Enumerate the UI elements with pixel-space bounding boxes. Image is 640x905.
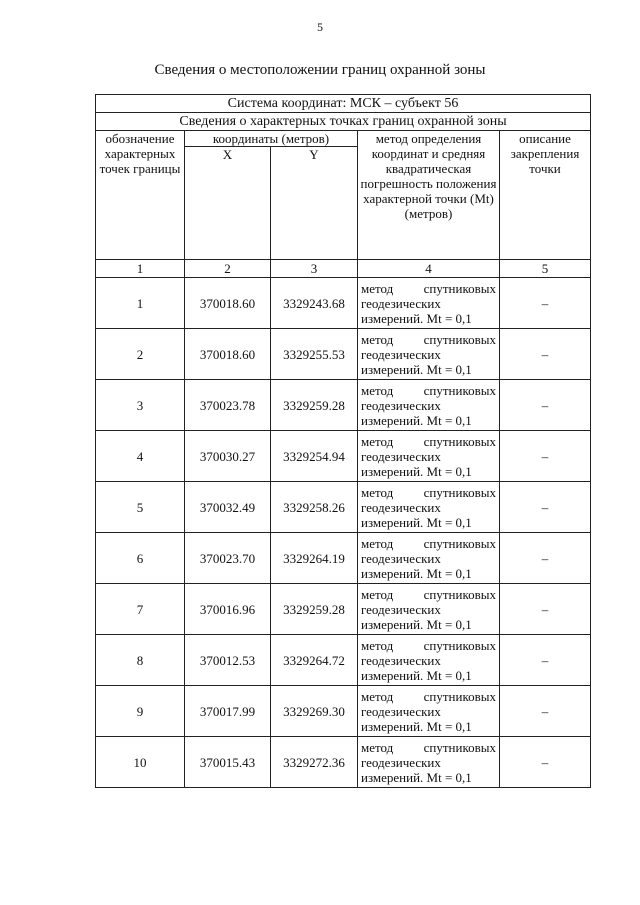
method-line: метод спутниковых	[361, 535, 496, 551]
method-cell	[358, 380, 500, 431]
y-coordinate-cell: 3329269.30	[271, 686, 358, 737]
column-number: 4	[358, 260, 500, 278]
y-coordinate-cell: 3329264.72	[271, 635, 358, 686]
column-number-row	[96, 260, 591, 278]
description-cell: –	[500, 431, 591, 482]
description-cell: –	[500, 686, 591, 737]
boundary-points-table	[95, 94, 591, 788]
method-line: метод спутниковых	[361, 382, 496, 398]
method-cell	[358, 533, 500, 584]
method-line: метод спутниковых	[361, 433, 496, 449]
description-cell: –	[500, 329, 591, 380]
point-number-cell: 5	[96, 482, 185, 533]
point-number-cell: 8	[96, 635, 185, 686]
method-cell	[358, 737, 500, 788]
method-line: метод спутниковых	[361, 637, 496, 653]
x-coordinate-cell: 370016.96	[185, 584, 271, 635]
table-row	[96, 431, 591, 482]
header-coordinates: координаты (метров)	[185, 131, 358, 147]
column-number: 2	[185, 260, 271, 278]
method-line: метод спутниковых	[361, 484, 496, 500]
description-cell: –	[500, 584, 591, 635]
method-line: измерений. Mt = 0,1	[361, 361, 472, 377]
x-coordinate-cell: 370018.60	[185, 278, 271, 329]
x-coordinate-cell: 370032.49	[185, 482, 271, 533]
y-coordinate-cell: 3329259.28	[271, 380, 358, 431]
description-cell: –	[500, 737, 591, 788]
method-line: измерений. Mt = 0,1	[361, 514, 472, 530]
table-row	[96, 533, 591, 584]
coordinate-system-row	[96, 95, 591, 113]
section-title-row	[96, 113, 591, 131]
y-coordinate-cell: 3329258.26	[271, 482, 358, 533]
y-coordinate-cell: 3329272.36	[271, 737, 358, 788]
header-method: метод определения координат и средняя квадратическая погрешность положения характерной точки (Mt) (метров)	[358, 131, 500, 260]
method-line: измерений. Mt = 0,1	[361, 565, 472, 581]
x-coordinate-cell: 370012.53	[185, 635, 271, 686]
method-line: метод спутниковых	[361, 331, 496, 347]
method-line: геодезических	[361, 346, 441, 362]
point-number-cell: 10	[96, 737, 185, 788]
table-row	[96, 278, 591, 329]
table-row	[96, 635, 591, 686]
document-title: Сведения о местоположении границ охранной зоны	[154, 62, 486, 78]
section-title-cell: Сведения о характерных точках границ охранной зоны	[96, 113, 591, 131]
column-number: 5	[500, 260, 591, 278]
method-line: метод спутниковых	[361, 280, 496, 296]
description-cell: –	[500, 380, 591, 431]
y-coordinate-cell: 3329255.53	[271, 329, 358, 380]
header-y: Y	[271, 147, 358, 260]
x-coordinate-cell: 370018.60	[185, 329, 271, 380]
method-line: измерений. Mt = 0,1	[361, 463, 472, 479]
description-cell: –	[500, 635, 591, 686]
table-row	[96, 380, 591, 431]
header-x: X	[185, 147, 271, 260]
method-line: геодезических	[361, 397, 441, 413]
y-coordinate-cell: 3329243.68	[271, 278, 358, 329]
page-number: 5	[317, 20, 323, 34]
method-cell	[358, 431, 500, 482]
method-line: измерений. Mt = 0,1	[361, 769, 472, 785]
description-cell: –	[500, 482, 591, 533]
table-row	[96, 737, 591, 788]
point-number-cell: 7	[96, 584, 185, 635]
x-coordinate-cell: 370030.27	[185, 431, 271, 482]
method-line: измерений. Mt = 0,1	[361, 667, 472, 683]
y-coordinate-cell: 3329259.28	[271, 584, 358, 635]
method-line: геодезических	[361, 448, 441, 464]
point-number-cell: 1	[96, 278, 185, 329]
description-cell: –	[500, 533, 591, 584]
method-line: геодезических	[361, 703, 441, 719]
x-coordinate-cell: 370015.43	[185, 737, 271, 788]
point-number-cell: 6	[96, 533, 185, 584]
method-line: геодезических	[361, 295, 441, 311]
method-cell	[358, 482, 500, 533]
table-row	[96, 329, 591, 380]
x-coordinate-cell: 370017.99	[185, 686, 271, 737]
method-line: измерений. Mt = 0,1	[361, 718, 472, 734]
x-coordinate-cell: 370023.78	[185, 380, 271, 431]
header-description: описание закрепления точки	[500, 131, 591, 260]
description-cell: –	[500, 278, 591, 329]
x-coordinate-cell: 370023.70	[185, 533, 271, 584]
column-number: 1	[96, 260, 185, 278]
table-row	[96, 482, 591, 533]
method-cell	[358, 635, 500, 686]
method-line: измерений. Mt = 0,1	[361, 310, 472, 326]
y-coordinate-cell: 3329254.94	[271, 431, 358, 482]
method-line: метод спутниковых	[361, 688, 496, 704]
point-number-cell: 4	[96, 431, 185, 482]
method-cell	[358, 686, 500, 737]
table-row	[96, 686, 591, 737]
method-line: измерений. Mt = 0,1	[361, 412, 472, 428]
header-point-designation: обозначение характерных точек границы	[96, 131, 185, 260]
method-line: геодезических	[361, 754, 441, 770]
method-line: геодезических	[361, 601, 441, 617]
method-cell	[358, 278, 500, 329]
column-number: 3	[271, 260, 358, 278]
header-row	[96, 131, 591, 147]
table-row	[96, 584, 591, 635]
method-cell	[358, 329, 500, 380]
method-line: метод спутниковых	[361, 586, 496, 602]
method-line: метод спутниковых	[361, 739, 496, 755]
method-cell	[358, 584, 500, 635]
method-line: измерений. Mt = 0,1	[361, 616, 472, 632]
method-line: геодезических	[361, 652, 441, 668]
point-number-cell: 9	[96, 686, 185, 737]
point-number-cell: 2	[96, 329, 185, 380]
method-line: геодезических	[361, 550, 441, 566]
point-number-cell: 3	[96, 380, 185, 431]
y-coordinate-cell: 3329264.19	[271, 533, 358, 584]
coordinate-system-cell: Система координат: МСК – субъект 56	[96, 95, 591, 113]
method-line: геодезических	[361, 499, 441, 515]
